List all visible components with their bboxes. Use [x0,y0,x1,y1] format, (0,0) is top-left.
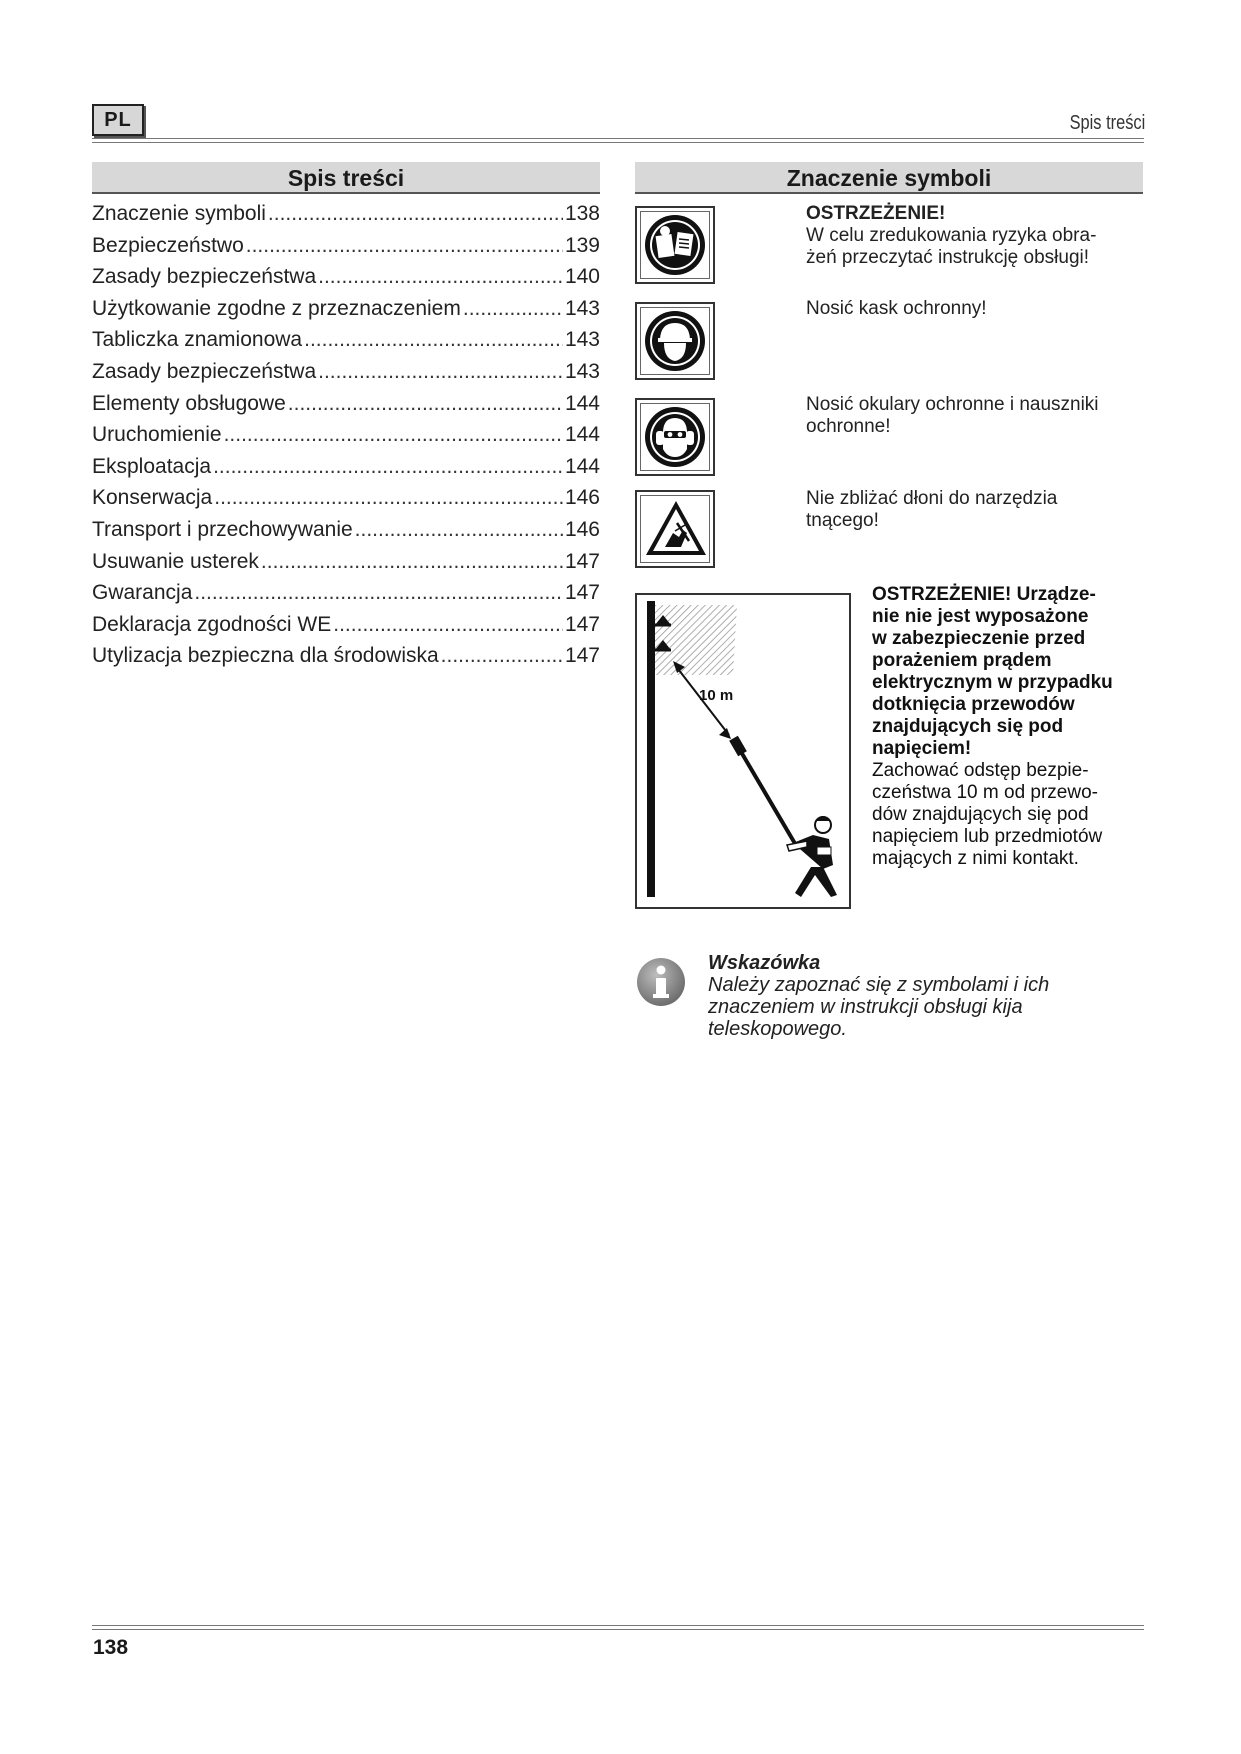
hand-warning-text: Nie zbliżać dłoni do narzędzia tnącego! [806,488,1058,531]
info-icon [635,956,687,1013]
toc-entry[interactable]: Eksploatacja ..... 144 [92,455,600,487]
toc-entry[interactable]: Zasady bezpieczeństwa ..... 143 [92,360,600,392]
toc-entry[interactable]: Znaczenie symboli ..... 138 [92,202,600,234]
toc-entry[interactable]: Elementy obsługowe ..... 144 [92,392,600,424]
manual-warning-text: OSTRZEŻENIE! W celu zredukowania ryzyka obra- żeń przeczytać instrukcję obsługi! [806,203,1097,268]
language-badge: PL [92,104,144,136]
helmet-text: Nosić kask ochronny! [806,298,987,319]
toc-section-header: Spis treści [92,162,600,194]
footer-rule [92,1625,1144,1630]
toc-entry[interactable]: Bezpieczeństwo ..... 139 [92,234,600,266]
hand-cut-warning-icon [635,490,715,568]
hint-note: Wskazówka Należy zapoznać się z symbolami i ich znaczeniem w instrukcji obsługi kija teleskopowego. [708,952,1050,1040]
toc-entry[interactable]: Tabliczka znamionowa ..... 143 [92,328,600,360]
toc-entry[interactable]: Usuwanie usterek ..... 147 [92,550,600,582]
helmet-icon [635,302,715,380]
symbols-section-header: Znaczenie symboli [635,162,1143,194]
header-rule [92,138,1144,143]
goggles-text: Nosić okulary ochronne i nauszniki ochronne! [806,394,1099,437]
toc-entry[interactable]: Transport i przechowywanie ..... 146 [92,518,600,550]
toc-entry[interactable]: Konserwacja ..... 146 [92,486,600,518]
read-manual-icon [635,206,715,284]
running-header-title: Spis treści [1069,112,1145,134]
powerline-distance-figure [635,593,851,909]
table-of-contents [92,202,600,676]
powerline-warning-text: OSTRZEŻENIE! Urządze- nie nie jest wyposażone w zabezpieczenie przed porażeniem prądem elektrycznym w przypadku dotknięcia przewodów znajdujących się pod napięciem! Zachować odstęp bezpie- czeństwa 10 m od przewo- dów znajdujących się pod napięciem lub przedmiotów mających z nimi kontakt. [872,584,1113,869]
toc-entry[interactable]: Gwarancja ..... 147 [92,581,600,613]
toc-entry[interactable]: Deklaracja zgodności WE ..... 147 [92,613,600,645]
distance-label: 10 m [699,687,734,704]
toc-entry[interactable]: Utylizacja bezpieczna dla środowiska ..... 147 [92,644,600,676]
page-number: 138 [93,1636,129,1659]
toc-entry[interactable]: Zasady bezpieczeństwa ..... 140 [92,265,600,297]
toc-entry[interactable]: Użytkowanie zgodne z przeznaczeniem ..... 143 [92,297,600,329]
toc-entry[interactable]: Uruchomienie ..... 144 [92,423,600,455]
goggles-earmuffs-icon [635,398,715,476]
